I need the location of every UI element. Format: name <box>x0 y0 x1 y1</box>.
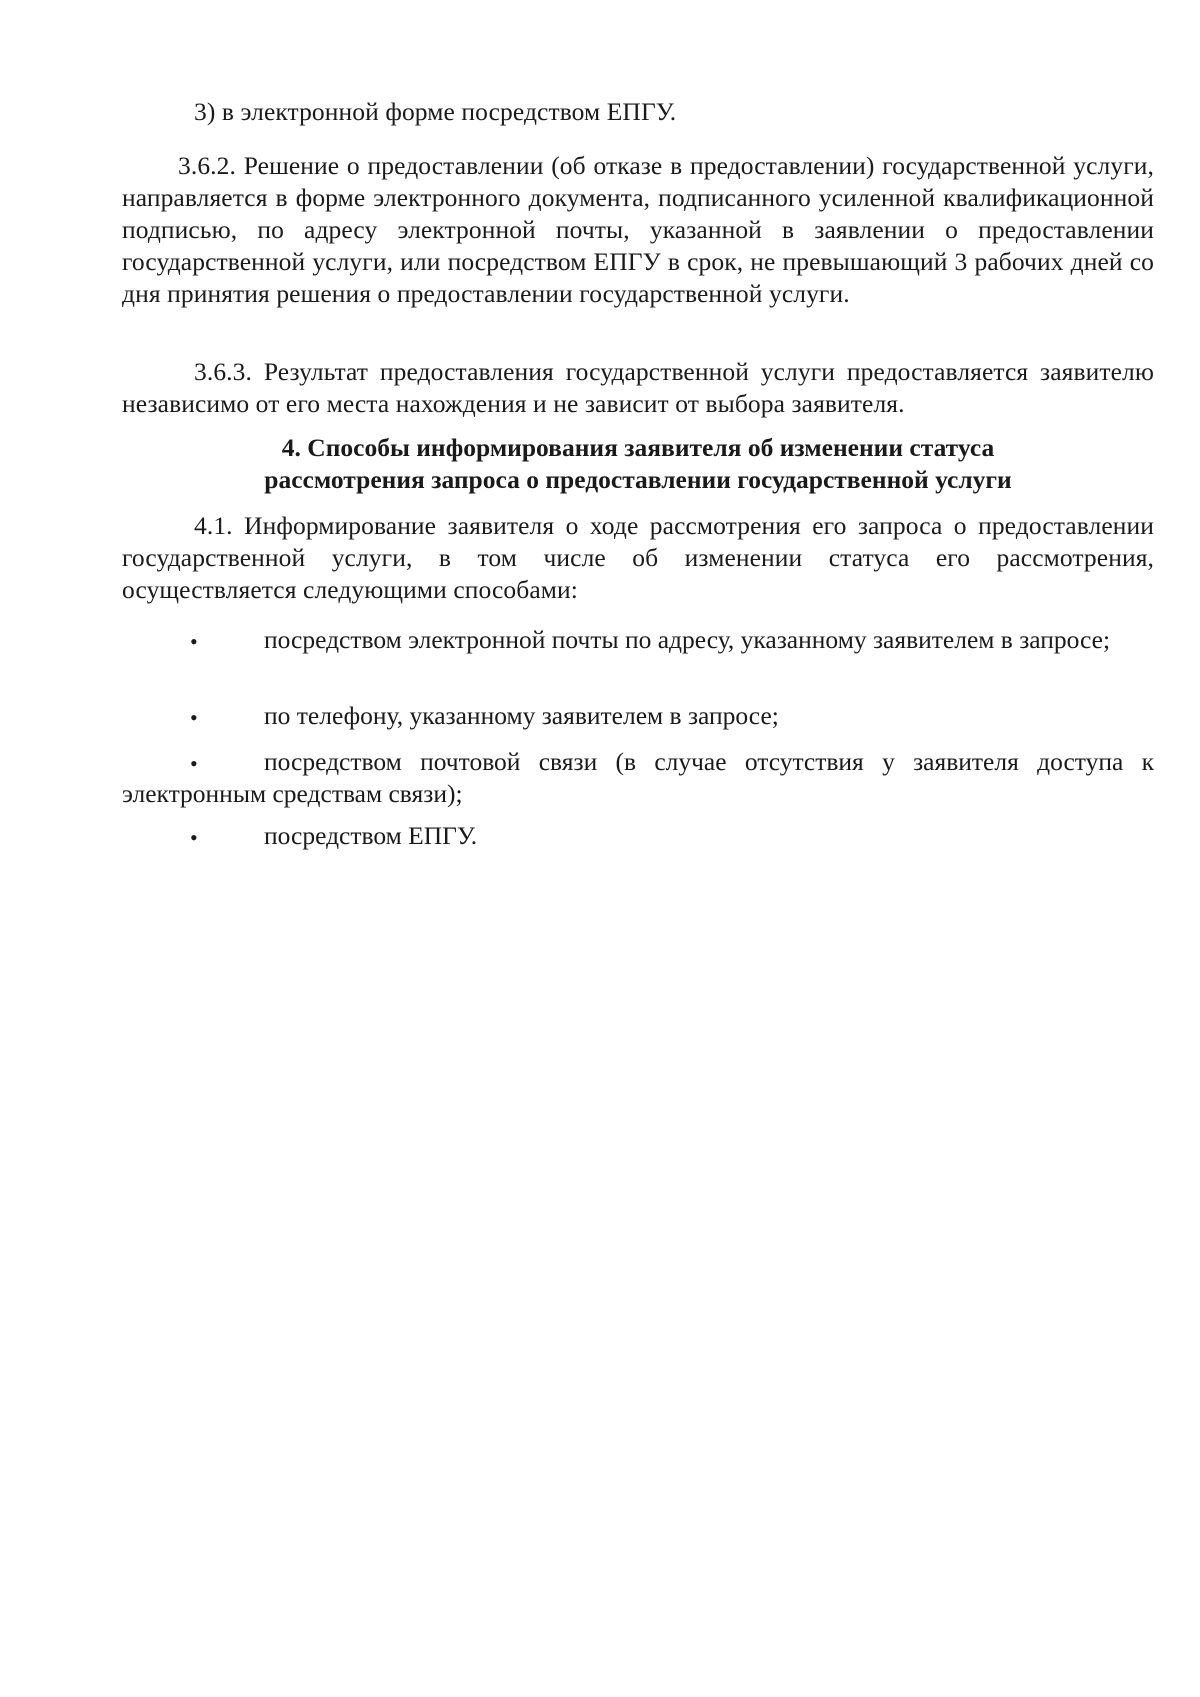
list-item: по телефону, указанному заявителем в запросе; <box>264 701 779 730</box>
list-item-3: 3) в электронной форме посредством ЕПГУ. <box>194 97 677 126</box>
bullet-marker: • <box>190 825 198 850</box>
section-4-heading-line-1: 4. Способы информирования заявителя об изменении статуса <box>281 433 995 462</box>
list-item: посредством электронной почты по адресу, указанному заявителем в запросе; <box>264 625 1111 654</box>
bullet-marker: • <box>190 705 198 730</box>
list-item: посредством ЕПГУ. <box>264 821 478 850</box>
section-4-heading-line-2: рассмотрения запроса о предоставлении государственной услуги <box>264 465 1012 494</box>
paragraph-4-1: 4.1. Информирование заявителя о ходе рассмотрения его запроса о предоставлении государственной услуги, в том числе об изменении статуса его рассмотрения, осуществляется следующими способами: <box>122 511 1154 604</box>
paragraph-3-6-2: 3.6.2. Решение о предоставлении (об отказе в предоставлении) государственной услуги, направляется в форме электронного документа, подписанного усиленной квалификационной подписью, по адресу электронной почты, указанной в заявлении о предоставлении государственной услуги, или посредством ЕПГУ в срок, не превышающий 3 рабочих дней со дня принятия решения о предоставлении государственной услуги. <box>122 151 1154 308</box>
list-item: посредством почтовой связи (в случае отсутствия у заявителя доступа к электронным средствам связи); <box>122 747 1154 808</box>
bullet-marker: • <box>190 751 198 776</box>
bullet-marker: • <box>190 629 198 654</box>
paragraph-3-6-3: 3.6.3. Результат предоставления государственной услуги предоставляется заявителю независимо от его места нахождения и не зависит от выбора заявителя. <box>122 357 1154 418</box>
